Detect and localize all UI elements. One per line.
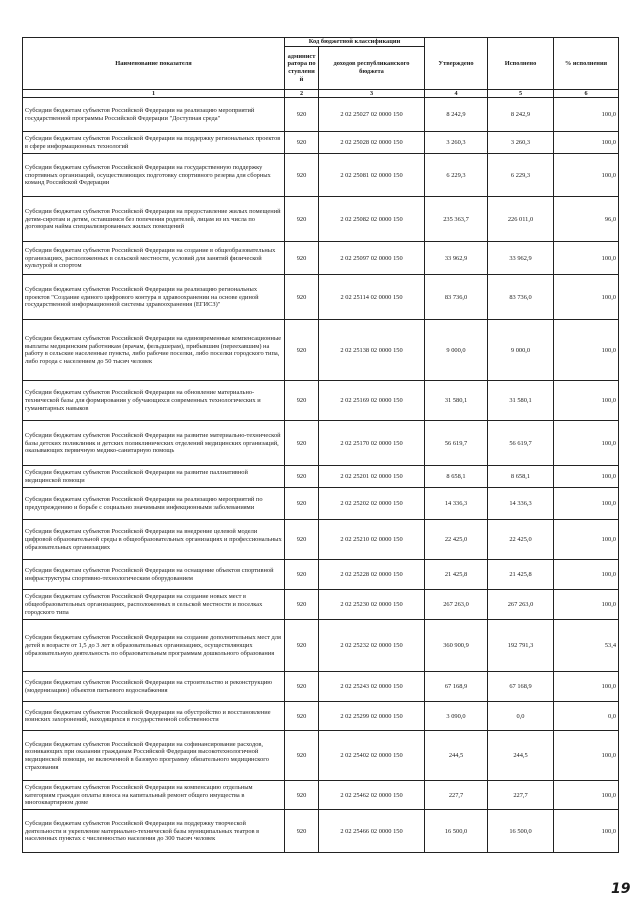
row-percent: 100,0 — [554, 98, 619, 132]
column-number: 6 — [554, 90, 619, 98]
table-row — [23, 466, 619, 488]
column-number: 4 — [425, 90, 488, 98]
table-row — [23, 620, 619, 672]
row-approved: 14 336,3 — [425, 488, 488, 520]
row-approved: 8 658,1 — [425, 466, 488, 488]
row-code: 2 02 25097 02 0000 150 — [319, 242, 425, 275]
header-approved: Утверждено — [425, 38, 488, 90]
column-number: 5 — [488, 90, 554, 98]
row-approved: 3 260,3 — [425, 132, 488, 154]
row-name: Субсидии бюджетам субъектов Российской Федерации на создание новых мест в общеобразовательных организациях, расположенных в сельской местности и поселках городского типа — [23, 590, 285, 620]
row-approved: 267 263,0 — [425, 590, 488, 620]
row-executed: 21 425,8 — [488, 560, 554, 590]
row-percent: 100,0 — [554, 320, 619, 381]
row-executed: 226 011,0 — [488, 197, 554, 242]
row-percent: 100,0 — [554, 275, 619, 320]
table-row — [23, 242, 619, 275]
row-percent: 100,0 — [554, 520, 619, 560]
row-percent: 100,0 — [554, 560, 619, 590]
row-approved: 16 500,0 — [425, 810, 488, 853]
table-row — [23, 672, 619, 702]
table-row — [23, 197, 619, 242]
row-name: Субсидии бюджетам субъектов Российской Федерации на реализацию региональных проектов "Создание единого цифрового контура в здравоохранении на основе единой государственной информационной системы здравоохранения (ЕГИСЗ)" — [23, 275, 285, 320]
header-bk-group: Код бюджетной классификации — [285, 38, 425, 47]
row-admin: 920 — [285, 197, 319, 242]
row-approved: 3 090,0 — [425, 702, 488, 731]
row-name: Субсидии бюджетам субъектов Российской Федерации на единовременные компенсационные выплаты медицинским работникам (врачам, фельдшерам), прибывшим (переехавшим) на работу в сельские населенные пункты, либо рабочие поселки, либо поселки городского типа, либо города с населением до 50 тысяч человек — [23, 320, 285, 381]
table-row — [23, 520, 619, 560]
row-name: Субсидии бюджетам субъектов Российской Федерации на софинансирование расходов, возникающих при оказании гражданам Российской Федерации высокотехнологичной медицинской помощи, не включенной в базовую программу обязательного медицинского страхования — [23, 731, 285, 781]
row-code: 2 02 25230 02 0000 150 — [319, 590, 425, 620]
row-percent: 100,0 — [554, 810, 619, 853]
row-admin: 920 — [285, 488, 319, 520]
row-admin: 920 — [285, 466, 319, 488]
row-name: Субсидии бюджетам субъектов Российской Федерации на создание в общеобразовательных организациях, расположенных в сельской местности, условий для занятий физической культурой и спортом — [23, 242, 285, 275]
row-code: 2 02 25028 02 0000 150 — [319, 132, 425, 154]
row-approved: 360 900,9 — [425, 620, 488, 672]
row-executed: 227,7 — [488, 781, 554, 810]
row-name: Субсидии бюджетам субъектов Российской Федерации на поддержку творческой деятельности и укрепление материально-технической базы муниципальных театров в населенных пунктах с численностью населения до 300 тысяч человек — [23, 810, 285, 853]
row-percent: 100,0 — [554, 421, 619, 466]
row-percent: 100,0 — [554, 672, 619, 702]
row-executed: 9 000,0 — [488, 320, 554, 381]
table-row — [23, 560, 619, 590]
row-executed: 67 168,9 — [488, 672, 554, 702]
row-approved: 56 619,7 — [425, 421, 488, 466]
table-row — [23, 590, 619, 620]
row-executed: 33 962,9 — [488, 242, 554, 275]
row-executed: 244,5 — [488, 731, 554, 781]
row-executed: 8 658,1 — [488, 466, 554, 488]
row-executed: 31 580,1 — [488, 381, 554, 421]
budget-table — [22, 37, 619, 853]
row-percent: 100,0 — [554, 488, 619, 520]
row-approved: 31 580,1 — [425, 381, 488, 421]
column-number: 3 — [319, 90, 425, 98]
column-number: 1 — [23, 90, 285, 98]
row-admin: 920 — [285, 781, 319, 810]
header-income: доходов республиканского бюджета — [319, 47, 425, 90]
row-admin: 920 — [285, 381, 319, 421]
row-admin: 920 — [285, 560, 319, 590]
row-name: Субсидии бюджетам субъектов Российской Федерации на развитие паллиативной медицинской помощи — [23, 466, 285, 488]
table-row — [23, 381, 619, 421]
row-approved: 22 425,0 — [425, 520, 488, 560]
row-admin: 920 — [285, 520, 319, 560]
table-row — [23, 810, 619, 853]
column-number-row — [23, 90, 619, 98]
row-name: Субсидии бюджетам субъектов Российской Федерации на создание дополнительных мест для детей в возрасте от 1,5 до 3 лет в образовательных организациях, осуществляющих образовательную деятельность по образовательным программам дошкольного образования — [23, 620, 285, 672]
table-row — [23, 275, 619, 320]
page-number: 19 — [611, 881, 631, 897]
row-percent: 53,4 — [554, 620, 619, 672]
row-executed: 3 260,3 — [488, 132, 554, 154]
row-name: Субсидии бюджетам субъектов Российской Федерации на компенсацию отдельным категориям граждан оплаты взноса на капитальный ремонт общего имущества в многоквартирном доме — [23, 781, 285, 810]
table-row — [23, 98, 619, 132]
row-admin: 920 — [285, 98, 319, 132]
row-code: 2 02 25114 02 0000 150 — [319, 275, 425, 320]
table-row — [23, 488, 619, 520]
row-admin: 920 — [285, 320, 319, 381]
row-code: 2 02 25402 02 0000 150 — [319, 731, 425, 781]
row-code: 2 02 25466 02 0000 150 — [319, 810, 425, 853]
table-row — [23, 781, 619, 810]
row-name: Субсидии бюджетам субъектов Российской Федерации на государственную поддержку спортивных организаций, осуществляющих подготовку спортивного резерва для сборных команд Российской Федерации — [23, 154, 285, 197]
table-row — [23, 320, 619, 381]
table-row — [23, 702, 619, 731]
row-admin: 920 — [285, 731, 319, 781]
header-executed: Исполнено — [488, 38, 554, 90]
row-code: 2 02 25081 02 0000 150 — [319, 154, 425, 197]
row-approved: 6 229,3 — [425, 154, 488, 197]
row-executed: 14 336,3 — [488, 488, 554, 520]
row-admin: 920 — [285, 672, 319, 702]
row-name: Субсидии бюджетам субъектов Российской Федерации на развитие материально-технической базы детских поликлиник и детских поликлинических отделений медицинских организаций, оказывающих первичную медико-санитарную помощь — [23, 421, 285, 466]
row-percent: 100,0 — [554, 154, 619, 197]
row-code: 2 02 25082 02 0000 150 — [319, 197, 425, 242]
row-name: Субсидии бюджетам субъектов Российской Федерации на оснащение объектов спортивной инфраструктуры спортивно-технологическим оборудованием — [23, 560, 285, 590]
row-approved: 33 962,9 — [425, 242, 488, 275]
row-percent: 96,0 — [554, 197, 619, 242]
row-percent: 100,0 — [554, 132, 619, 154]
row-admin: 920 — [285, 132, 319, 154]
row-approved: 67 168,9 — [425, 672, 488, 702]
row-name: Субсидии бюджетам субъектов Российской Федерации на реализацию мероприятий по предупреждению и борьбе с социально значимыми инфекционными заболеваниями — [23, 488, 285, 520]
row-approved: 21 425,8 — [425, 560, 488, 590]
row-code: 2 02 25232 02 0000 150 — [319, 620, 425, 672]
row-executed: 0,0 — [488, 702, 554, 731]
row-executed: 22 425,0 — [488, 520, 554, 560]
row-name: Субсидии бюджетам субъектов Российской Федерации на обновление материально-технической базы для формирования у обучающихся современных технологических и гуманитарных навыков — [23, 381, 285, 421]
row-admin: 920 — [285, 702, 319, 731]
row-admin: 920 — [285, 242, 319, 275]
table-row — [23, 421, 619, 466]
row-approved: 8 242,9 — [425, 98, 488, 132]
row-code: 2 02 25228 02 0000 150 — [319, 560, 425, 590]
row-approved: 227,7 — [425, 781, 488, 810]
row-admin: 920 — [285, 810, 319, 853]
row-code: 2 02 25243 02 0000 150 — [319, 672, 425, 702]
row-approved: 244,5 — [425, 731, 488, 781]
row-percent: 100,0 — [554, 242, 619, 275]
row-admin: 920 — [285, 421, 319, 466]
row-name: Субсидии бюджетам субъектов Российской Федерации на строительство и реконструкцию (модернизацию) объектов питьевого водоснабжения — [23, 672, 285, 702]
row-code: 2 02 25210 02 0000 150 — [319, 520, 425, 560]
row-executed: 8 242,9 — [488, 98, 554, 132]
row-name: Субсидии бюджетам субъектов Российской Федерации на поддержку региональных проектов в сфере информационных технологий — [23, 132, 285, 154]
header-name: Наименование показателя — [23, 38, 285, 90]
row-name: Субсидии бюджетам субъектов Российской Федерации на предоставление жилых помещений детям-сиротам и детям, оставшимся без попечения родителей, лицам из их числа по договорам найма специализированных жилых помещений — [23, 197, 285, 242]
row-code: 2 02 25462 02 0000 150 — [319, 781, 425, 810]
row-name: Субсидии бюджетам субъектов Российской Федерации на внедрение целевой модели цифровой образовательной среды в общеобразовательных организациях и профессиональных образовательных организациях — [23, 520, 285, 560]
row-approved: 83 736,0 — [425, 275, 488, 320]
row-code: 2 02 25138 02 0000 150 — [319, 320, 425, 381]
row-admin: 920 — [285, 590, 319, 620]
table-row — [23, 731, 619, 781]
row-percent: 0,0 — [554, 702, 619, 731]
row-executed: 6 229,3 — [488, 154, 554, 197]
row-executed: 56 619,7 — [488, 421, 554, 466]
row-code: 2 02 25169 02 0000 150 — [319, 381, 425, 421]
row-percent: 100,0 — [554, 381, 619, 421]
row-percent: 100,0 — [554, 781, 619, 810]
row-executed: 192 791,3 — [488, 620, 554, 672]
row-executed: 83 736,0 — [488, 275, 554, 320]
row-admin: 920 — [285, 620, 319, 672]
table-row — [23, 132, 619, 154]
header-admin: администратора поступлений — [285, 47, 319, 90]
row-approved: 9 000,0 — [425, 320, 488, 381]
column-number: 2 — [285, 90, 319, 98]
row-code: 2 02 25170 02 0000 150 — [319, 421, 425, 466]
row-percent: 100,0 — [554, 590, 619, 620]
row-code: 2 02 25202 02 0000 150 — [319, 488, 425, 520]
row-name: Субсидии бюджетам субъектов Российской Федерации на реализацию мероприятий государственной программы Российской Федерации "Доступная среда" — [23, 98, 285, 132]
table-row — [23, 154, 619, 197]
row-admin: 920 — [285, 275, 319, 320]
header-percent: % исполнения — [554, 38, 619, 90]
row-executed: 16 500,0 — [488, 810, 554, 853]
row-name: Субсидии бюджетам субъектов Российской Федерации на обустройство и восстановление воинских захоронений, находящихся в государственной собственности — [23, 702, 285, 731]
row-percent: 100,0 — [554, 731, 619, 781]
row-admin: 920 — [285, 154, 319, 197]
row-percent: 100,0 — [554, 466, 619, 488]
row-code: 2 02 25299 02 0000 150 — [319, 702, 425, 731]
row-code: 2 02 25201 02 0000 150 — [319, 466, 425, 488]
row-approved: 235 363,7 — [425, 197, 488, 242]
row-executed: 267 263,0 — [488, 590, 554, 620]
row-code: 2 02 25027 02 0000 150 — [319, 98, 425, 132]
